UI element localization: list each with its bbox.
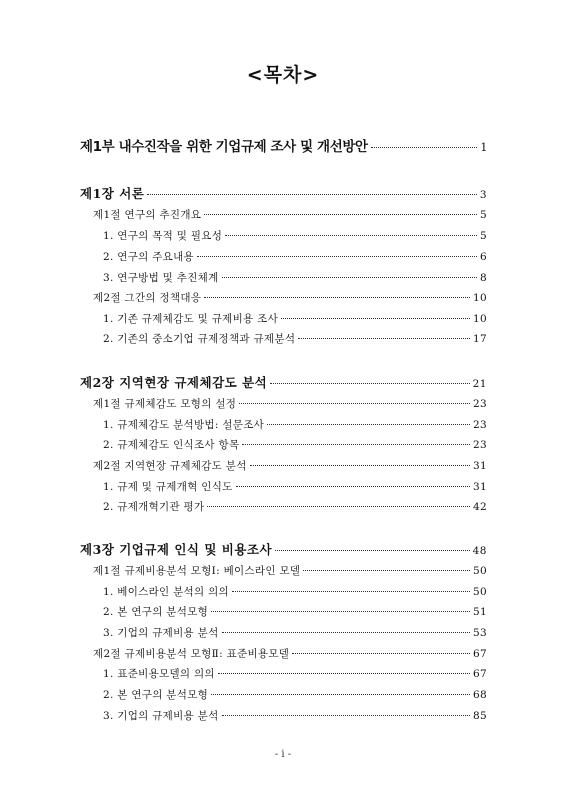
dot-leader: [275, 550, 470, 551]
dot-leader: [292, 653, 470, 654]
toc-section[interactable]: [93, 646, 487, 661]
dot-leader: [250, 465, 470, 466]
toc-entry-label: 제1절 연구의 추진개요: [93, 209, 202, 221]
dot-leader: [303, 570, 470, 571]
toc-item[interactable]: [103, 311, 487, 326]
toc-section[interactable]: [93, 290, 487, 305]
dot-leader: [232, 591, 470, 592]
dot-leader: [211, 694, 470, 695]
toc-chapter-2[interactable]: [80, 373, 487, 391]
toc-section[interactable]: [93, 458, 487, 473]
dot-leader: [281, 318, 470, 319]
toc-entry-page: 21: [472, 378, 487, 390]
toc-entry-label: 2. 규제개혁기관 평가: [103, 501, 205, 513]
toc-entry-page: 23: [473, 439, 487, 451]
toc-item[interactable]: [103, 417, 487, 432]
toc-entry-label: 1. 규제 및 규제개혁 인식도: [103, 481, 233, 493]
toc-entry-page: 67: [473, 668, 487, 680]
page-title: <목차>: [246, 64, 320, 86]
toc-entry-page: 68: [473, 689, 487, 701]
toc-entry-page: 10: [473, 313, 487, 325]
dot-leader: [225, 235, 477, 236]
dot-leader: [222, 632, 471, 633]
dot-leader: [207, 506, 470, 507]
toc-entry-label: 2. 본 연구의 분석모형: [103, 606, 209, 618]
toc-entry-page: 1: [480, 141, 487, 154]
dot-leader: [242, 444, 470, 445]
toc-entry-label: 2. 본 연구의 분석모형: [103, 689, 209, 701]
dot-leader: [222, 715, 471, 716]
toc-entry-page: 5: [480, 230, 487, 242]
toc-item[interactable]: [103, 687, 487, 702]
toc-entry-page: 5: [480, 209, 487, 221]
dot-leader: [267, 424, 470, 425]
toc-item[interactable]: [103, 499, 487, 514]
toc-entry-label: 1. 표준비용모델의 의의: [103, 668, 215, 680]
toc-chapter-1[interactable]: [80, 184, 487, 202]
dot-leader: [298, 338, 470, 339]
toc-entry-label: 2. 기존의 중소기업 규제정책과 규제분석: [103, 333, 296, 345]
toc-entry-label: 제3장 기업규제 인식 및 비용조사: [80, 542, 273, 557]
toc-entry-label: 제2절 그간의 정책대응: [93, 292, 202, 304]
dot-leader: [204, 297, 470, 298]
toc-item[interactable]: [103, 708, 487, 723]
toc-item[interactable]: [103, 666, 487, 681]
toc-entry-page: 6: [480, 251, 487, 263]
toc-entry-label: 제1절 규제비용분석 모형Ⅰ: 베이스라인 모델: [93, 565, 301, 577]
toc-entry-label: 3. 연구방법 및 추진체계: [103, 272, 219, 284]
toc-section[interactable]: [93, 396, 487, 411]
toc-entry-label: 제1부 내수진작을 위한 기업규제 조사 및 개선방안: [80, 139, 368, 155]
toc-entry-label: 3. 기업의 규제비용 분석: [103, 710, 219, 722]
toc-entry-page: 50: [473, 565, 487, 577]
toc-entry-label: 1. 규제체감도 분석방법: 설문조사: [103, 419, 265, 431]
toc-entry-page: 23: [473, 398, 487, 410]
toc-item[interactable]: [103, 479, 487, 494]
toc-item[interactable]: [103, 437, 487, 452]
toc-item[interactable]: [103, 625, 487, 640]
toc-entry-page: 31: [473, 481, 487, 493]
toc-entry-label: 제1절 규제체감도 모형의 설정: [93, 398, 237, 410]
toc-item[interactable]: [103, 228, 487, 243]
toc-chapter-3[interactable]: [80, 540, 487, 558]
toc-entry-page: 8: [480, 272, 487, 284]
toc-part-1[interactable]: [80, 135, 487, 155]
toc-item[interactable]: [103, 331, 487, 346]
toc-entry-page: 85: [473, 710, 487, 722]
toc-entry-page: 10: [473, 292, 487, 304]
toc-entry-page: 42: [473, 501, 487, 513]
toc-item[interactable]: [103, 584, 487, 599]
toc-entry-label: 제2절 규제비용분석 모형Ⅱ: 표준비용모델: [93, 648, 290, 660]
toc-entry-page: 17: [473, 333, 487, 345]
dot-leader: [211, 611, 470, 612]
toc-entry-label: 제2절 지역현장 규제체감도 분석: [93, 460, 247, 472]
toc-entry-label: 제2장 지역현장 규제체감도 분석: [80, 375, 268, 390]
toc-entry-page: 23: [473, 419, 487, 431]
dot-leader: [371, 147, 478, 148]
toc-item[interactable]: [103, 604, 487, 619]
toc-item[interactable]: [103, 270, 487, 285]
toc-entry-label: 1. 베이스라인 분석의 의의: [103, 586, 229, 598]
toc-section[interactable]: [93, 207, 487, 222]
page-number-footer: - i -: [274, 749, 292, 760]
dot-leader: [218, 673, 470, 674]
toc-entry-page: 51: [473, 606, 487, 618]
toc-entry-label: 2. 연구의 주요내용: [103, 251, 194, 263]
dot-leader: [204, 214, 477, 215]
dot-leader: [222, 277, 477, 278]
toc-entry-page: 67: [473, 648, 487, 660]
toc-entry-label: 제1장 서론: [80, 186, 145, 201]
toc-entry-label: 3. 기업의 규제비용 분석: [103, 627, 219, 639]
dot-leader: [239, 403, 470, 404]
dot-leader: [236, 486, 470, 487]
dot-leader: [270, 383, 469, 384]
toc-entry-label: 2. 규제체감도 인식조사 항목: [103, 439, 240, 451]
toc-entry-page: 3: [479, 189, 487, 201]
toc-item[interactable]: [103, 249, 487, 264]
toc-entry-label: 1. 연구의 목적 및 필요성: [103, 230, 223, 242]
dot-leader: [147, 194, 476, 195]
dot-leader: [197, 256, 477, 257]
toc-section[interactable]: [93, 563, 487, 578]
toc-entry-page: 48: [472, 545, 487, 557]
toc-entry-page: 31: [473, 460, 487, 472]
toc-entry-page: 53: [473, 627, 487, 639]
toc-entry-page: 50: [473, 586, 487, 598]
toc-entry-label: 1. 기존 규제체감도 및 규제비용 조사: [103, 313, 279, 325]
